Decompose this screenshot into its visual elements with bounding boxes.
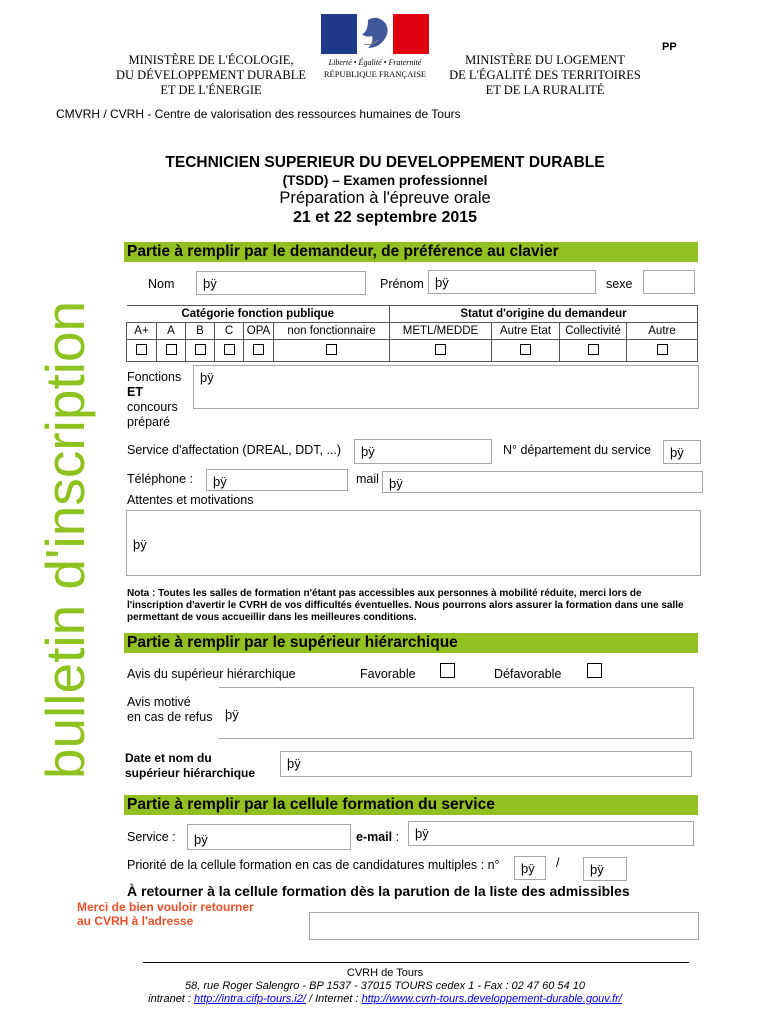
adresse-field[interactable]: [309, 912, 699, 940]
retour-heading: À retourner à la cellule formation dès la parution de la liste des admissibles: [127, 883, 630, 899]
section1-heading: Partie à remplir par le demandeur, de préférence au clavier: [124, 242, 698, 262]
col-a-plus: A+: [127, 323, 157, 340]
attentes-label: Attentes et motivations: [127, 493, 254, 507]
checkbox-autre[interactable]: [657, 344, 668, 355]
col-autre: Autre: [627, 323, 698, 340]
attentes-field[interactable]: þÿ: [126, 510, 701, 576]
cat-header: Catégorie fonction publique: [127, 306, 390, 323]
fonctions-label: Fonctions ET concours préparé: [127, 370, 182, 429]
defavorable-label: Défavorable: [494, 667, 562, 681]
mail-label: mail: [356, 472, 379, 486]
col-non-fonctionnaire: non fonctionnaire: [274, 323, 390, 340]
departement-label: N° département du service: [503, 443, 652, 457]
statut-header: Statut d'origine du demandeur: [390, 306, 698, 323]
col-metl: METL/MEDDE: [390, 323, 492, 340]
checkbox-autre-etat[interactable]: [520, 344, 531, 355]
col-collectivite: Collectivité: [560, 323, 627, 340]
checkbox-collectivite[interactable]: [588, 344, 599, 355]
doc-code: PP: [662, 41, 677, 53]
col-c: C: [215, 323, 244, 340]
service-field[interactable]: þÿ: [187, 824, 351, 850]
checkbox-metl[interactable]: [435, 344, 446, 355]
title-line4: 21 et 22 septembre 2015: [292, 209, 478, 226]
center-line: CMVRH / CVRH - Centre de valorisation des ressources humaines de Tours: [56, 107, 461, 121]
fonctions-field[interactable]: þÿ: [193, 365, 699, 409]
prenom-field[interactable]: þÿ: [428, 270, 596, 294]
checkbox-a[interactable]: [166, 344, 177, 355]
col-autre-etat: Autre Etat: [492, 323, 560, 340]
priorite-separator: /: [556, 856, 560, 870]
favorable-checkbox[interactable]: [440, 663, 455, 678]
avis-motive-label: Avis motivé en cas de refus: [127, 695, 213, 724]
service-label: Service :: [127, 830, 176, 844]
checkbox-c[interactable]: [224, 344, 235, 355]
sexe-label: sexe: [606, 277, 633, 291]
ministry-left: MINISTÈRE DE L'ÉCOLOGIE, DU DÉVELOPPEMENT DURABLE ET DE L'ÉNERGIE: [115, 53, 307, 97]
col-a: A: [157, 323, 186, 340]
priorite-label: Priorité de la cellule formation en cas de candidatures multiples : n°: [127, 858, 500, 872]
col-opa: OPA: [244, 323, 274, 340]
intranet-link[interactable]: http://intra.cifp-tours.i2/: [194, 993, 306, 1005]
departement-field[interactable]: þÿ: [663, 440, 701, 464]
avis-motive-border: [219, 687, 694, 688]
service-affectation-label: Service d'affectation (DREAL, DDT, ...): [127, 443, 342, 457]
section3-heading: Partie à remplir par la cellule formation du service: [124, 795, 698, 815]
title-line1: TECHNICIEN SUPERIEUR DU DEVELOPPEMENT DURABLE: [165, 154, 605, 171]
nom-label: Nom: [148, 277, 175, 291]
date-nom-label: Date et nom du supérieur hiérarchique: [125, 751, 256, 780]
priorite-field-2[interactable]: þÿ: [583, 857, 627, 881]
telephone-field[interactable]: þÿ: [206, 469, 348, 491]
priorite-field-1[interactable]: þÿ: [514, 856, 546, 880]
marianne-logo: Liberté • Égalité • Fraternité RÉPUBLIQUE FRANÇAISE: [320, 14, 430, 80]
checkbox-b[interactable]: [195, 344, 206, 355]
col-b: B: [186, 323, 215, 340]
checkbox-opa[interactable]: [253, 344, 264, 355]
mail-field[interactable]: þÿ: [382, 471, 703, 493]
title-line2: (TSDD) – Examen professionnel: [282, 173, 488, 188]
favorable-label: Favorable: [360, 667, 416, 681]
avis-label: Avis du supérieur hiérarchique: [127, 667, 296, 681]
footer-rule: [143, 962, 689, 963]
internet-link[interactable]: http://www.cvrh-tours.developpement-durable.gouv.fr/: [361, 993, 622, 1005]
defavorable-checkbox[interactable]: [587, 663, 602, 678]
side-title: bulletin d'inscription: [34, 300, 96, 780]
footer-name: CVRH de Tours: [346, 967, 424, 979]
footer-address: 58, rue Roger Salengro - BP 1537 - 37015 TOURS cedex 1 - Fax : 02 47 60 54 10: [185, 980, 585, 992]
section2-heading: Partie à remplir par le supérieur hiérarchique: [124, 633, 698, 653]
flag-icon: [320, 14, 430, 54]
category-table: [126, 305, 698, 362]
date-nom-field[interactable]: þÿ: [280, 751, 692, 777]
checkbox-non-fonctionnaire[interactable]: [326, 344, 337, 355]
merci-text: Merci de bien vouloir retourner au CVRH à l'adresse: [77, 900, 254, 928]
title-line3: Préparation à l'épreuve orale: [279, 189, 491, 207]
telephone-label: Téléphone :: [127, 472, 194, 486]
checkbox-a-plus[interactable]: [136, 344, 147, 355]
nom-field[interactable]: þÿ: [196, 271, 366, 295]
email-label: e-mail :: [356, 830, 400, 844]
sexe-field[interactable]: [643, 270, 695, 294]
email-field[interactable]: þÿ: [408, 821, 694, 846]
accessibility-note: Nota : Toutes les salles de formation n'étant pas accessibles aux personnes à mobilité réduite, merci lors de l'inscription d'avertir le CVRH de vos difficultés éventuelles. Nous pourrons alors assurer la formation dans une salle permettant de vous accueillir dans les meilleures conditions.: [127, 588, 684, 623]
avis-motive-field[interactable]: þÿ: [219, 687, 694, 739]
service-affectation-field[interactable]: þÿ: [354, 439, 492, 464]
footer-links: intranet : http://intra.cifp-tours.i2/ / Internet : http://www.cvrh-tours.developpement-durable.gouv.fr/: [148, 993, 622, 1005]
ministry-right: MINISTÈRE DU LOGEMENT DE L'ÉGALITÉ DES TERRITOIRES ET DE LA RURALITÉ: [449, 53, 641, 97]
prenom-label: Prénom: [380, 277, 424, 291]
